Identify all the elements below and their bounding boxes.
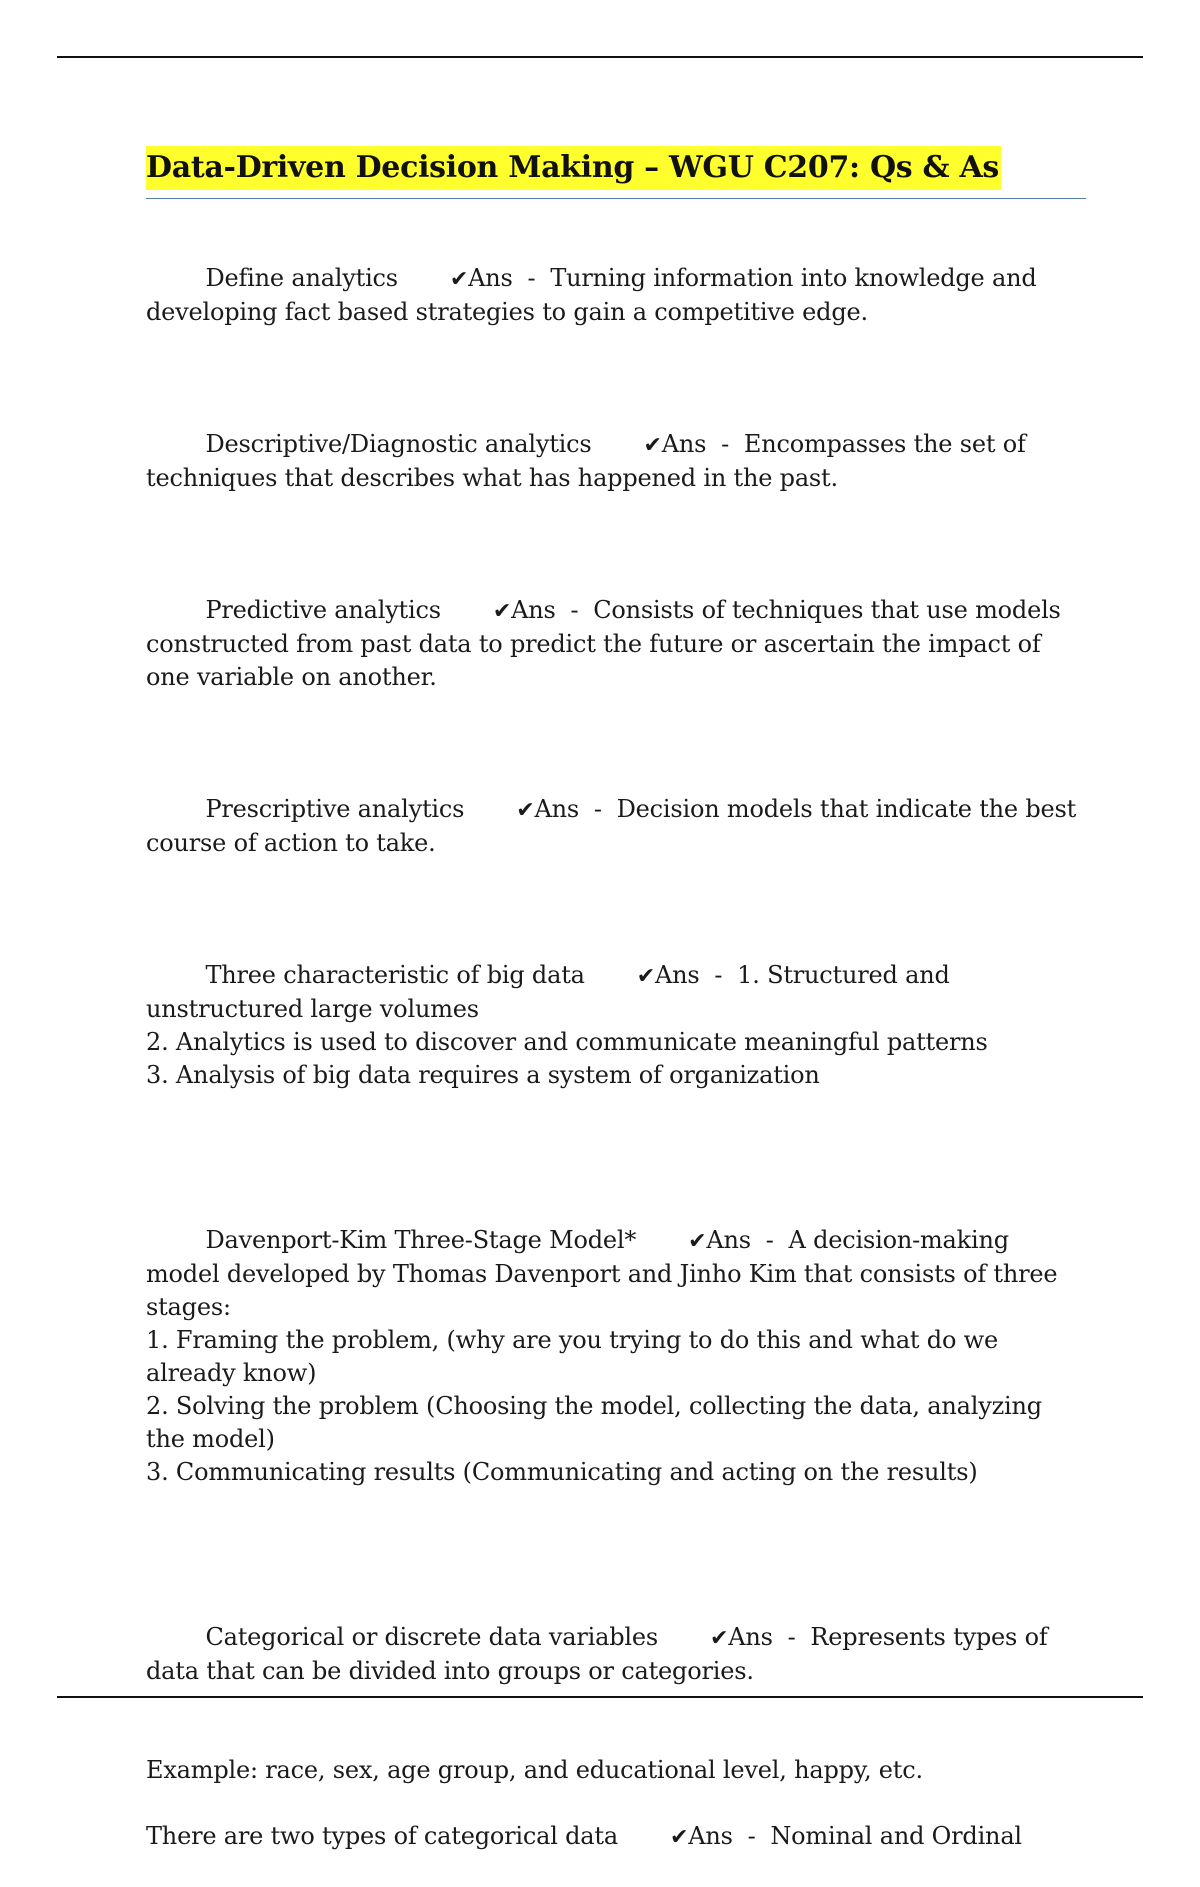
checkmark-icon: ✔ (636, 964, 655, 989)
checkmark-icon: ✔ (643, 433, 662, 458)
checkmark-icon: ✔ (492, 599, 512, 624)
answer-extra-lines (146, 1026, 1086, 1092)
qa-item: Categorical or discrete data variables ✔Ans - Represents types of data that can be divided into groups or categories. (146, 1623, 1055, 1685)
question-text: Predictive analytics (205, 596, 441, 624)
question-text: Define analytics (205, 264, 398, 292)
answer-text: Nominal and Ordinal (770, 1822, 1022, 1850)
answer-marker: Ans (534, 795, 579, 823)
qa-list (146, 229, 1086, 1721)
answer-marker: Ans (655, 961, 700, 989)
answer-line: 2. Solving the problem (Choosing the model, collecting the data, analyzing the model) (146, 1392, 1050, 1453)
checkmark-icon: ✔ (688, 1229, 707, 1254)
qa-item: Define analytics ✔Ans - Turning information into knowledge and developing fact based strategies to gain a competitive edge. (146, 264, 1044, 326)
title-block (146, 146, 1086, 199)
answer-text: 1. Structured and unstructured large volumes (146, 961, 958, 1023)
document-title: Data-Driven Decision Making – WGU C207: Qs & As (146, 146, 1001, 190)
qa-item-final: There are two types of categorical data ✔Ans - Nominal and Ordinal (146, 1822, 1022, 1850)
qa-item: Prescriptive analytics ✔Ans - Decision models that indicate the best course of action to take. (146, 795, 1084, 857)
question-text: Prescriptive analytics (205, 795, 465, 823)
qa-item: Predictive analytics ✔Ans - Consists of techniques that use models constructed from past data to predict the future or ascertain the impact of one variable on another. (146, 596, 1069, 691)
answer-text: A decision-making model developed by Thomas Davenport and Jinho Kim that consists of three stages: (146, 1226, 1065, 1321)
answer-extra-lines (146, 1324, 1086, 1489)
answer-text: Decision models that indicate the best course of action to take. (146, 795, 1084, 857)
answer-line: 2. Analytics is used to discover and communicate meaningful patterns (146, 1028, 988, 1056)
answer-marker: Ans (661, 430, 707, 458)
qa-item: Three characteristic of big data ✔Ans - 1. Structured and unstructured large volumes 2. Analytics is used to discover and communicate meaningful patterns 3. Analysis of big data requires a system of organization (146, 926, 1086, 1158)
answer-marker: Ans (511, 596, 556, 624)
qa-item: Descriptive/Diagnostic analytics ✔Ans - Encompasses the set of techniques that describes what has happened in the past. (146, 430, 1034, 492)
checkmark-icon: ✔ (710, 1626, 729, 1651)
document-body (146, 146, 1086, 1887)
answer-text: Encompasses the set of techniques that describes what has happened in the past. (146, 430, 1034, 492)
answer-text: Turning information into knowledge and developing fact based strategies to gain a competitive edge. (146, 264, 1044, 326)
question-text: Categorical or discrete data variables (205, 1623, 659, 1651)
question-text: Descriptive/Diagnostic analytics (205, 430, 592, 458)
answer-line: 1. Framing the problem, (why are you trying to do this and what do we already know) (146, 1326, 1006, 1387)
answer-marker: Ans (468, 264, 513, 292)
answer-line: 3. Analysis of big data requires a system of organization (146, 1061, 820, 1089)
answer-line: 3. Communicating results (Communicating and acting on the results) (146, 1458, 978, 1486)
answer-marker: Ans (728, 1623, 773, 1651)
question-text: Davenport-Kim Three-Stage Model* (205, 1226, 637, 1254)
checkmark-icon: ✔ (516, 798, 535, 823)
checkmark-icon: ✔ (669, 1825, 689, 1850)
qa-item: Davenport-Kim Three-Stage Model* ✔Ans - A decision-making model developed by Thomas Davenport and Jinho Kim that consists of three stages: 1. Framing the problem, (why are you trying to do this and what do we already know) 2. Solving the problem (Choosing the model, collecting the data, analyzing the model) 3. Communicating results (Communicating and acting on the results) (146, 1191, 1086, 1555)
footer-rule (57, 1696, 1143, 1698)
header-rule (57, 56, 1143, 58)
answer-marker: Ans (706, 1226, 751, 1254)
answer-text: Represents types of data that can be divided into groups or categories. (146, 1623, 1055, 1685)
example-paragraph: Example: race, sex, age group, and educational level, happy, etc. (146, 1756, 923, 1784)
question-text: There are two types of categorical data (146, 1822, 618, 1850)
checkmark-icon: ✔ (449, 267, 469, 292)
answer-text: Consists of techniques that use models constructed from past data to predict the future or ascertain the impact of one variable on another. (146, 596, 1069, 691)
question-text: Three characteristic of big data (205, 961, 585, 989)
answer-marker: Ans (688, 1822, 733, 1850)
